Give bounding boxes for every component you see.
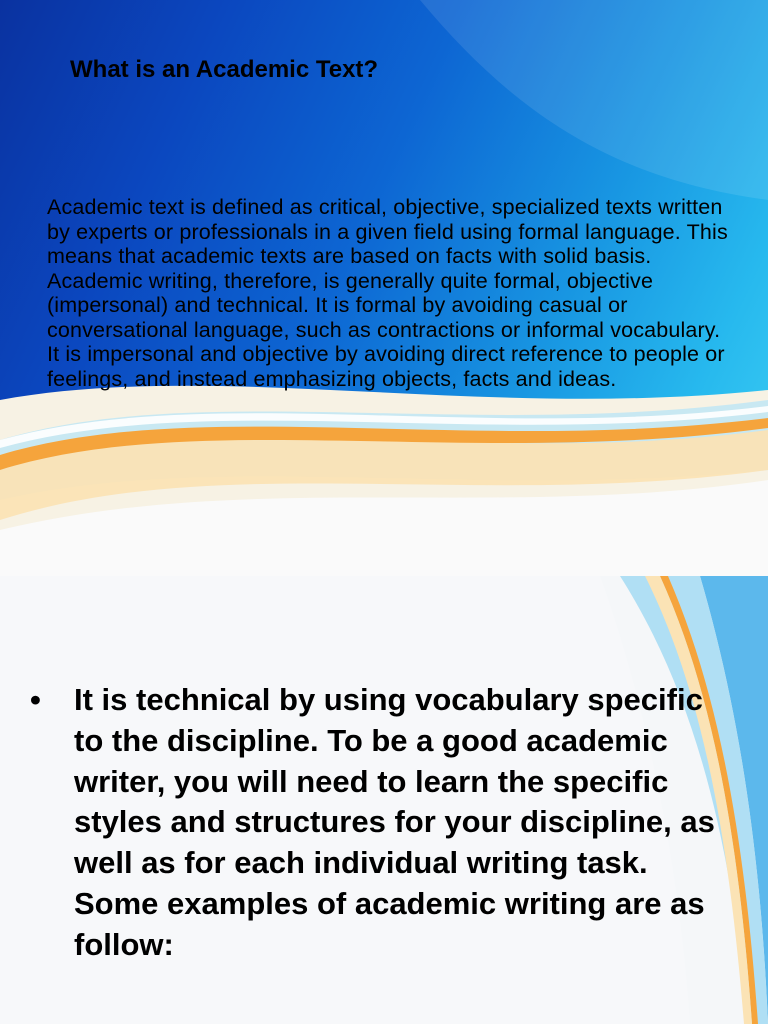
bullet-list <box>30 680 730 966</box>
bullet-item <box>30 680 730 966</box>
slide-2 <box>0 576 768 1024</box>
slide-body-paragraph: Academic text is defined as critical, objective, specialized texts written by experts or professionals in a given field using formal language. This means that academic texts are based on facts with solid basis. Academic writing, therefore, is generally quite formal, objective (impersonal) and technical. It is formal by avoiding casual or conversational language, such as contractions or informal vocabulary. It is impersonal and objective by avoiding direct reference to people or feelings, and instead emphasizing objects, facts and ideas. <box>47 195 728 391</box>
bullet-text: It is technical by using vocabulary specific to the discipline. To be a good academic writer, you will need to learn the specific styles and structures for your discipline, as well as for each individual writing task. Some examples of academic writing are as follow: <box>74 682 715 962</box>
slide-title: What is an Academic Text? <box>70 56 379 83</box>
bullet-dot: • <box>30 682 41 717</box>
